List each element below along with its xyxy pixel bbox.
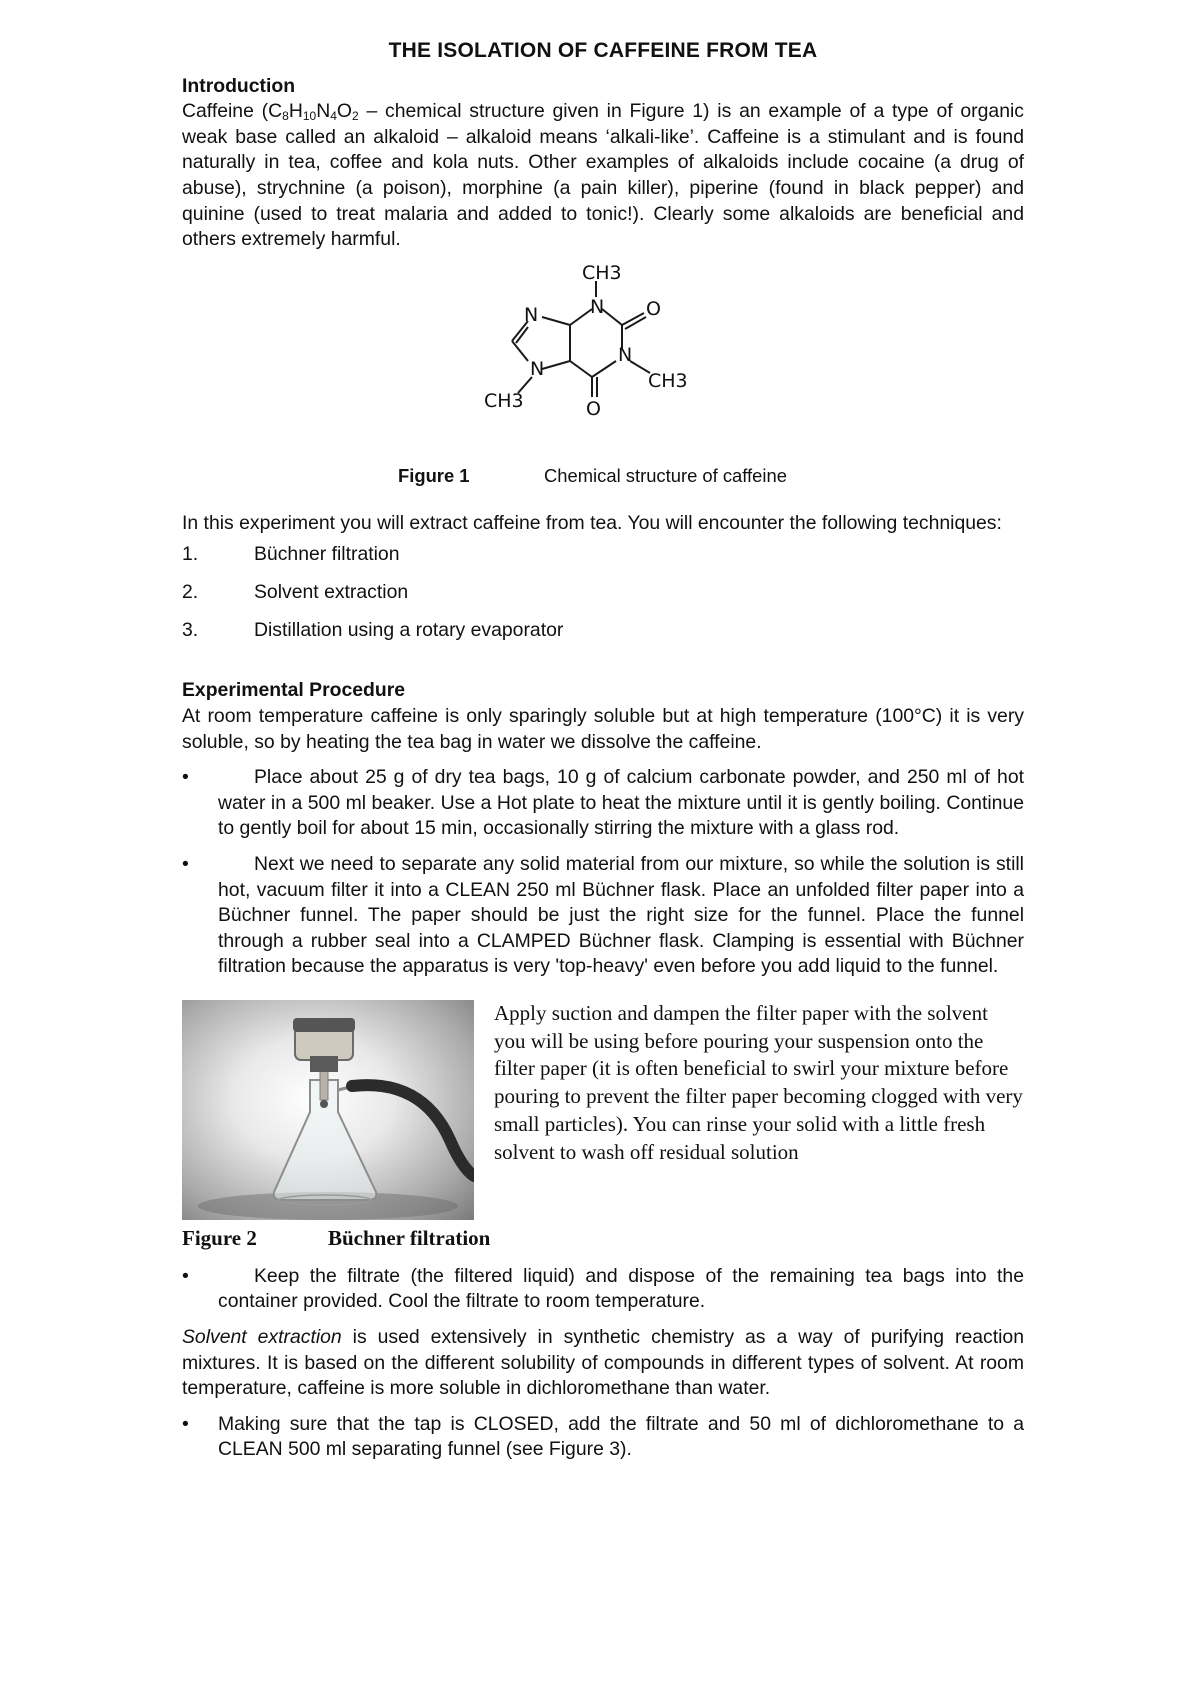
figure-2-caption-text: Büchner filtration: [328, 1225, 491, 1250]
formula-h-count: 10: [302, 109, 317, 124]
solvent-extraction-paragraph: [182, 1325, 1024, 1402]
introduction-paragraph: [182, 99, 1024, 253]
formula-c-count: 8: [282, 109, 289, 124]
figure-1-caption-text: Chemical structure of caffeine: [544, 464, 787, 486]
atom-ch3-left: CH3: [484, 389, 524, 412]
document-content: [182, 34, 1024, 1463]
introduction-heading: Introduction: [182, 74, 296, 97]
caffeine-structure: [484, 261, 714, 457]
list-item-text: Büchner filtration: [254, 543, 400, 566]
atom-o-top: O: [646, 297, 661, 320]
intro-rest: – chemical structure given in Figure 1) is an example of a type of organic weak base called an alkaloid – alkaloid means ‘alkali-like’. Caffeine is a stimulant and is found naturally in tea, coffee and kola nuts. Other examples of alkaloids include cocaine (a drug of abuse), strychnine (a poison), morphine (a pain killer), piperine (found in black pepper) and quinine (used to treat malaria and added to tonic!). Clearly some alkaloids are beneficial and others extremely harmful.: [182, 100, 1024, 251]
figure-2: [182, 1000, 1024, 1222]
list-item-text: Distillation using a rotary evaporator: [254, 619, 564, 642]
list-item-number: 1.: [182, 543, 199, 566]
figure-2-side-text: Apply suction and dampen the filter paper with the solvent you will be using before pouring your suspension onto the filter paper (it is often beneficial to swirl your mixture before pouring to prevent the filter paper becoming clogged with very small particles). You can rinse your solid with a little fresh solvent to wash off residual solution: [494, 1000, 1023, 1164]
procedure-heading: Experimental Procedure: [182, 679, 406, 702]
atom-o-bottom: O: [586, 397, 601, 420]
atom-n-left: N: [530, 357, 545, 380]
intro-start: Caffeine (C: [182, 100, 283, 123]
document-title: THE ISOLATION OF CAFFEINE FROM TEA: [388, 39, 818, 62]
list-item-number: 2.: [182, 581, 199, 604]
techniques-intro: In this experiment you will extract caffeine from tea. You will encounter the following techniques:: [182, 511, 1002, 534]
list-item: [182, 618, 1024, 656]
techniques-list: [182, 542, 1024, 656]
solvent-extraction-term: Solvent extraction: [182, 1326, 342, 1349]
bullet-text: Place about 25 g of dry tea bags, 10 g of calcium carbonate powder, and 250 ml of hot water in a 500 ml beaker. Use a Hot plate to heat the mixture until it is gently boiling. Continue to gently boil for about 15 min, occasionally stirring the mixture with a glass rod.: [218, 766, 1024, 840]
procedure-intro: At room temperature caffeine is only sparingly soluble but at high temperature (100°C) it is very soluble, so by heating the tea bag in water we dissolve the caffeine.: [182, 704, 1024, 753]
bullet-text: Keep the filtrate (the filtered liquid) and dispose of the remaining tea bags into the container provided. Cool the filtrate to room temperature.: [218, 1264, 1024, 1313]
list-item-number: 3.: [182, 619, 199, 642]
bullet-text: Making sure that the tap is CLOSED, add the filtrate and 50 ml of dichloromethane to a CLEAN 500 ml separating funnel (see Figure 3).: [218, 1412, 1024, 1461]
bullet-text: Next we need to separate any solid material from our mixture, so while the solution is still hot, vacuum filter it into a CLEAN 250 ml Büchner flask. Place an unfolded filter paper into a Büchner funnel. The paper should be just the right size for the funnel. Place the funnel through a rubber seal into a CLAMPED Büchner flask. Clamping is essential with Büchner filtration because the apparatus is very 'top-heavy' even before you add liquid to the funnel.: [218, 852, 1024, 978]
figure-1: [182, 261, 1024, 461]
bullet-item: [182, 765, 1024, 842]
buchner-flask-photo: [182, 1000, 474, 1220]
list-item: [182, 542, 1024, 580]
formula-o-count: 2: [351, 109, 359, 124]
list-item: [182, 580, 1024, 618]
formula-o: O: [336, 100, 352, 123]
bullet-dot: •: [182, 766, 189, 789]
atom-ch3-right: CH3: [648, 369, 688, 392]
formula-n-count: 4: [330, 109, 337, 124]
buchner-flask-illustration: [182, 1000, 474, 1220]
figure-1-label: Figure 1: [398, 464, 470, 486]
bullet-dot: •: [182, 852, 189, 875]
figure-2-label: Figure 2: [182, 1225, 257, 1250]
solvent-extraction-text: is used extensively in synthetic chemistry as a way of purifying reaction mixtures. It is based on the different solubility of compounds in different types of solvent. At room temperature, caffeine is more soluble in dichloromethane than water.: [182, 1326, 1025, 1400]
bullet-item: [182, 1412, 1024, 1463]
bullet-dot: •: [182, 1412, 189, 1435]
figure-1-caption: [182, 461, 1024, 497]
atom-n-top: N: [590, 295, 605, 318]
bullet-dot: •: [182, 1264, 189, 1287]
list-item-text: Solvent extraction: [254, 581, 409, 604]
figure-2-caption: [182, 1226, 1024, 1260]
atom-n-imidazole: N: [524, 303, 539, 326]
bullet-item: [182, 852, 1024, 980]
atom-ch3-top: CH3: [582, 261, 622, 284]
formula-h: H: [288, 100, 303, 123]
bullet-item: [182, 1264, 1024, 1315]
atom-n-right: N: [618, 343, 633, 366]
formula-n: N: [316, 100, 331, 123]
